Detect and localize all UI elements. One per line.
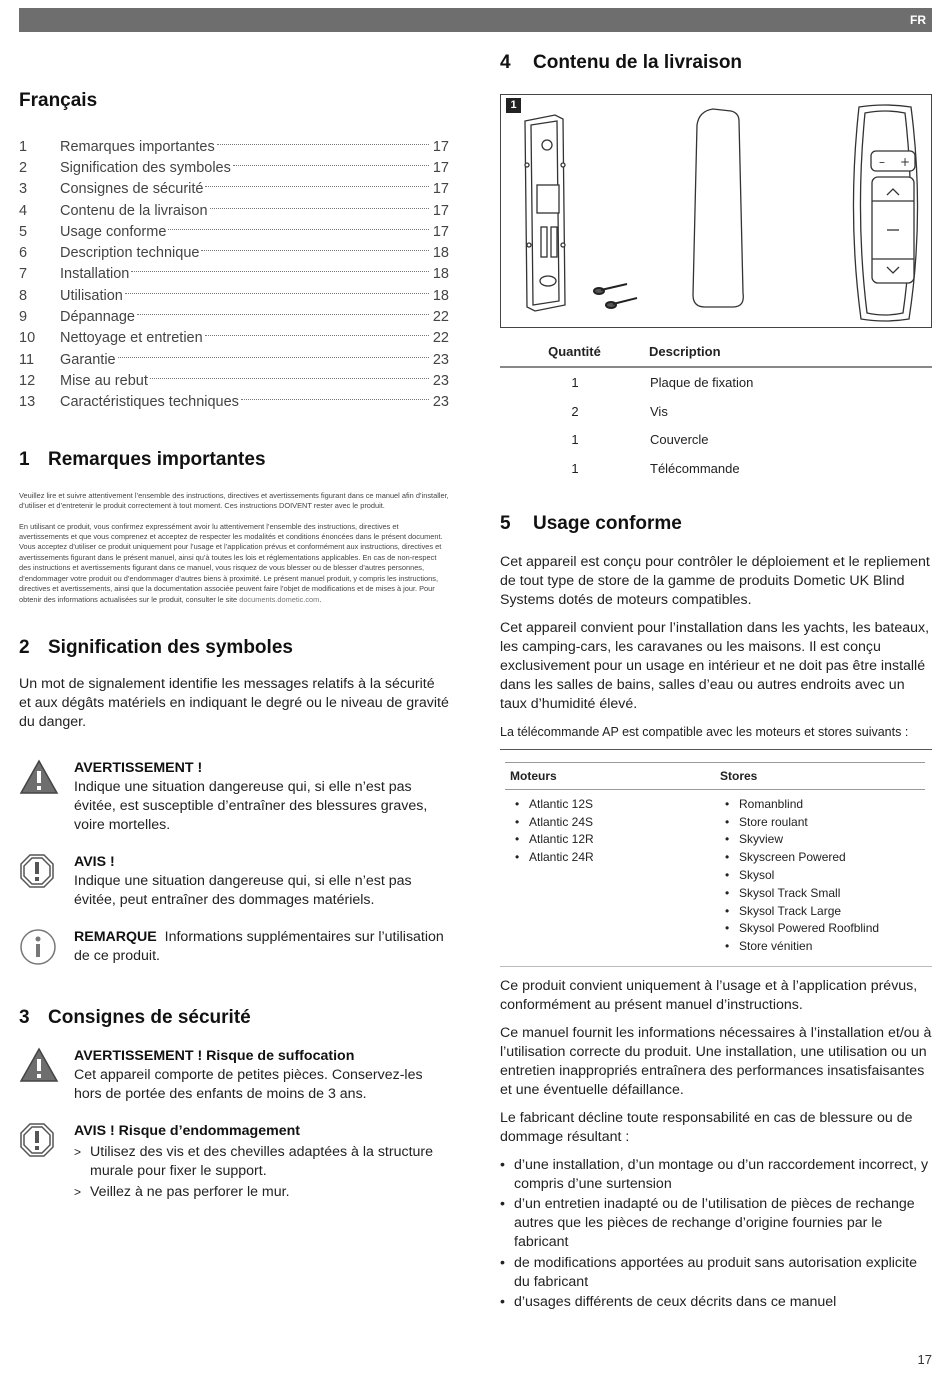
toc-leader bbox=[131, 271, 429, 272]
column-header-quantity: Quantité bbox=[500, 342, 649, 367]
list-item-text: de modifications apportées au produit sans autorisation explicite du fabricant bbox=[514, 1254, 918, 1290]
toc-number: 2 bbox=[19, 159, 28, 176]
quantity-cell: 1 bbox=[571, 432, 579, 448]
list-item bbox=[74, 1143, 449, 1181]
toc-title: Usage conforme bbox=[60, 223, 167, 240]
description-cell: Vis bbox=[650, 403, 668, 419]
toc-leader bbox=[205, 186, 429, 187]
toc-entry[interactable] bbox=[19, 306, 449, 327]
warning-triangle-icon bbox=[19, 1047, 74, 1104]
toc-page: 23 bbox=[432, 394, 449, 411]
documents-link[interactable]: documents.dometic.com bbox=[239, 594, 320, 604]
list-item-text: Utilisez des vis et des chevilles adaptées à la structure murale pour fixer le support. bbox=[90, 1143, 434, 1179]
list-item bbox=[500, 1195, 932, 1252]
remote-control-illustration bbox=[853, 105, 917, 321]
remarque-notice: REMARQUE Informations supplémentaires sur l’utilisation de ce produit. bbox=[19, 928, 449, 971]
toc-title: Installation bbox=[60, 266, 130, 283]
description-cell: Couvercle bbox=[650, 432, 709, 448]
svg-text:–: – bbox=[879, 155, 885, 169]
cover-illustration bbox=[693, 109, 743, 307]
section-5-heading: 5 Usage conforme bbox=[500, 512, 682, 534]
toc-page: 17 bbox=[432, 202, 449, 219]
motors-list bbox=[510, 796, 715, 867]
toc-entry[interactable] bbox=[19, 221, 449, 242]
toc-number: 5 bbox=[19, 223, 28, 240]
quantity-cell: 1 bbox=[571, 460, 579, 476]
compatibility-table bbox=[505, 762, 925, 966]
info-circle-icon bbox=[19, 928, 74, 971]
store-item: • Skysol Track Large bbox=[739, 903, 925, 921]
section-1-heading: 1 Remarques importantes bbox=[19, 448, 266, 470]
store-item: • Skysol Powered Roofblind bbox=[739, 920, 925, 938]
warning-notice: AVERTISSEMENT ! Indique une situation dangereuse qui, si elle n’est pas évitée, est susceptible d’entraîner des blessures graves, voire mortelles. bbox=[19, 759, 449, 835]
list-item-text: d’une installation, d’un montage ou d’un raccordement incorrect, y compris d’une surtension bbox=[514, 1156, 929, 1192]
toc-page: 23 bbox=[432, 372, 449, 389]
toc-title: Signification des symboles bbox=[60, 159, 231, 176]
description-cell: Plaque de fixation bbox=[650, 374, 754, 390]
toc-entry[interactable] bbox=[19, 179, 449, 200]
suffocation-warning: AVERTISSEMENT ! Risque de suffocation Cet appareil comporte de petites pièces. Conservez-les hors de portée des enfants de moins de 3 ans. bbox=[19, 1047, 449, 1104]
toc-leader bbox=[233, 165, 429, 166]
store-item: • Store roulant bbox=[739, 814, 925, 832]
delivery-figure bbox=[500, 94, 932, 328]
svg-text:+: + bbox=[900, 155, 911, 169]
language-code: FR bbox=[910, 13, 926, 27]
list-marker: > bbox=[74, 1144, 82, 1159]
list-item bbox=[500, 1293, 932, 1312]
list-marker: > bbox=[74, 1184, 82, 1199]
toc-leader bbox=[137, 314, 429, 315]
toc-title: Contenu de la livraison bbox=[60, 202, 208, 219]
toc-leader bbox=[150, 378, 429, 379]
toc-leader bbox=[205, 335, 429, 336]
section-1-paragraph-1: Veuillez lire et suivre attentivement l’ensemble des instructions, directives et avertissements figurant dans ce manuel afin d’installer, d’utiliser et d’entretenir le produit correctement à tout moment. Ces instructions DOIVENT rester avec le produit. bbox=[19, 490, 449, 511]
toc-title: Utilisation bbox=[60, 287, 123, 304]
motor-item: • Atlantic 12S bbox=[529, 796, 715, 814]
toc-entry[interactable] bbox=[19, 328, 449, 349]
notice-octagon-icon bbox=[19, 1122, 74, 1204]
toc-number: 9 bbox=[19, 309, 28, 326]
toc-title: Nettoyage et entretien bbox=[60, 330, 203, 347]
mounting-plate-illustration bbox=[525, 115, 565, 311]
language-title: Français bbox=[19, 90, 98, 111]
motor-item: • Atlantic 24R bbox=[529, 849, 715, 867]
toc-page: 17 bbox=[432, 223, 449, 240]
table-row bbox=[500, 454, 932, 483]
toc-title: Mise au rebut bbox=[60, 372, 148, 389]
page-number: 17 bbox=[917, 1352, 932, 1367]
list-item bbox=[500, 1254, 932, 1292]
toc-page: 17 bbox=[432, 181, 449, 198]
quantity-cell: 2 bbox=[571, 403, 579, 419]
toc-number: 12 bbox=[19, 372, 36, 389]
figure-label: 1 bbox=[506, 98, 521, 113]
toc-number: 3 bbox=[19, 181, 28, 198]
toc-page: 22 bbox=[432, 309, 449, 326]
table-row bbox=[500, 397, 932, 426]
toc-title: Consignes de sécurité bbox=[60, 181, 204, 198]
damage-notice: AVIS ! Risque d’endommagement > Utilisez des vis et des chevilles adaptées à la structure murale pour fixer le support. > Veillez à ne pas perforer le mur. bbox=[19, 1122, 449, 1204]
column-header-stores: Stores bbox=[715, 762, 925, 789]
toc-page: 18 bbox=[432, 245, 449, 262]
toc-page: 18 bbox=[432, 287, 449, 304]
toc-entry[interactable] bbox=[19, 200, 449, 221]
damage-instructions-list bbox=[74, 1143, 449, 1202]
column-header-motors: Moteurs bbox=[505, 762, 715, 789]
toc-page: 22 bbox=[432, 330, 449, 347]
toc-number: 1 bbox=[19, 138, 28, 155]
toc-entry[interactable] bbox=[19, 264, 449, 285]
section-1-paragraph-2: En utilisant ce produit, vous confirmez expressément avoir lu attentivement l’ensemble des instructions, directives et avertissements et que vous comprenez et acceptez de respecter les modalités et conditions énoncées dans le présent document. Vous acceptez d’utiliser ce produit uniquement pour l’usage et l’application prévus et conformément aux instructions, directives et avertissements figurant dans le présent manuel, ainsi qu’à toutes les lois et réglementations applicables. En cas de non-respect des instructions et avertissements figurant dans ce manuel, vous risquez de vous blesser ou de blesser d’autres personnes, d’endommager votre produit ou d’endommager d’autres biens à proximité. Le présent manuel produit, y compris les instructions, directives et avertissements, ainsi que la documentation associée peuvent faire l’objet de modifications et de mises à jour. Pour obtenir des informations actualisées sur le produit, consulter le site documents.dometic.com. bbox=[19, 521, 443, 604]
toc-leader bbox=[168, 229, 429, 230]
toc-number: 13 bbox=[19, 394, 36, 411]
store-item: • Skyview bbox=[739, 831, 925, 849]
toc-entry[interactable] bbox=[19, 392, 449, 413]
list-item-text: d’un entretien inadapté ou de l’utilisation de pièces de rechange autres que les pièces de rechange d’origine fournies par le fabricant bbox=[514, 1196, 915, 1251]
toc-number: 6 bbox=[19, 245, 28, 262]
bullet-marker: • bbox=[500, 1196, 505, 1213]
table-of-contents bbox=[19, 136, 449, 413]
warning-triangle-icon bbox=[19, 759, 74, 835]
table-row bbox=[500, 425, 932, 454]
list-item bbox=[74, 1183, 449, 1202]
section-5-paragraph-1: Cet appareil est conçu pour contrôler le déploiement et le repliement de tout type de store de la gamme de produits Dometic UK Blind Systems dotés de moteurs compatibles. bbox=[500, 553, 930, 608]
right-column bbox=[500, 52, 932, 1314]
toc-entry[interactable] bbox=[19, 157, 449, 178]
store-item: • Skysol bbox=[739, 867, 925, 885]
toc-entry[interactable] bbox=[19, 370, 449, 391]
bullet-marker: • bbox=[500, 1294, 505, 1311]
list-item-text: Veillez à ne pas perforer le mur. bbox=[90, 1183, 290, 1200]
toc-page: 23 bbox=[432, 351, 449, 368]
stores-list bbox=[720, 796, 925, 956]
toc-entry[interactable] bbox=[19, 242, 449, 263]
left-column bbox=[19, 90, 449, 1222]
bullet-marker: • bbox=[500, 1254, 505, 1271]
toc-leader bbox=[241, 399, 429, 400]
quantity-cell: 1 bbox=[571, 374, 579, 390]
toc-number: 10 bbox=[19, 330, 36, 347]
header-bar bbox=[19, 8, 932, 32]
store-item: • Skysol Track Small bbox=[739, 885, 925, 903]
section-3-heading: 3 Consignes de sécurité bbox=[19, 1006, 251, 1028]
list-item-text: d’usages différents de ceux décrits dans ce manuel bbox=[514, 1294, 837, 1311]
delivery-table bbox=[500, 342, 932, 483]
toc-entry[interactable] bbox=[19, 285, 449, 306]
toc-leader bbox=[201, 250, 429, 251]
bullet-marker: • bbox=[500, 1156, 505, 1173]
screws-illustration bbox=[594, 284, 637, 308]
motor-item: • Atlantic 12R bbox=[529, 831, 715, 849]
motor-item: • Atlantic 24S bbox=[529, 814, 715, 832]
toc-leader bbox=[217, 144, 429, 145]
section-4-heading: 4 Contenu de la livraison bbox=[500, 52, 743, 73]
list-item bbox=[500, 1156, 932, 1194]
toc-title: Description technique bbox=[60, 245, 200, 262]
toc-number: 8 bbox=[19, 287, 28, 304]
toc-title: Caractéristiques techniques bbox=[60, 394, 239, 411]
toc-title: Dépannage bbox=[60, 309, 135, 326]
description-cell: Télécommande bbox=[650, 460, 740, 476]
section-5-paragraph-2: Cet appareil convient pour l’installation dans les yachts, les bateaux, les camping-cars, les caravanes ou les maisons. Il est conçu exclusivement pour un usage en intérieur et ne doit pas être installé dans les salles de bains, salles d’eau ou autres endroits avec un taux d’humidité élevé. bbox=[500, 619, 930, 712]
section-5-paragraph-5: Ce manuel fournit les informations nécessaires à l’installation et/ou à l’utilisation correcte du produit. Une installation, une utilisation ou un entretien inappropriés entraînera des performances insatisfaisantes et une éventuelle défaillance. bbox=[500, 1024, 932, 1098]
table-row bbox=[500, 367, 932, 397]
toc-number: 11 bbox=[19, 351, 35, 368]
toc-leader bbox=[125, 293, 429, 294]
toc-number: 4 bbox=[19, 202, 28, 219]
section-2-intro: Un mot de signalement identifie les messages relatifs à la sécurité et aux dégâts matériels en indiquant le degré ou le niveau de gravité du danger. bbox=[19, 675, 449, 730]
section-5-paragraph-4: Ce produit convient uniquement à l’usage et à l’application prévus, conformément au présent manuel d’instructions. bbox=[500, 977, 918, 1013]
toc-title: Remarques importantes bbox=[60, 138, 215, 155]
store-item: • Romanblind bbox=[739, 796, 925, 814]
section-2-heading: 2 Signification des symboles bbox=[19, 636, 293, 658]
avis-notice: AVIS ! Indique une situation dangereuse qui, si elle n’est pas évitée, peut entraîner des dommages matériels. bbox=[19, 853, 449, 910]
toc-title: Garantie bbox=[60, 351, 116, 368]
toc-leader bbox=[118, 357, 429, 358]
toc-number: 7 bbox=[19, 266, 28, 283]
section-5-paragraph-6: Le fabricant décline toute responsabilité en cas de blessure ou de dommage résultant : bbox=[500, 1109, 913, 1145]
notice-octagon-icon bbox=[19, 853, 74, 910]
liability-list bbox=[500, 1156, 932, 1313]
store-item: • Skyscreen Powered bbox=[739, 849, 925, 867]
store-item: • Store vénitien bbox=[739, 938, 925, 956]
toc-leader bbox=[210, 208, 429, 209]
toc-page: 17 bbox=[432, 159, 449, 176]
column-header-description: Description bbox=[649, 342, 932, 367]
toc-page: 18 bbox=[432, 266, 449, 283]
toc-entry[interactable] bbox=[19, 136, 449, 157]
toc-entry[interactable] bbox=[19, 349, 449, 370]
toc-page: 17 bbox=[432, 138, 449, 155]
section-5-compat-intro: La télécommande AP est compatible avec les moteurs et stores suivants : bbox=[500, 724, 909, 739]
